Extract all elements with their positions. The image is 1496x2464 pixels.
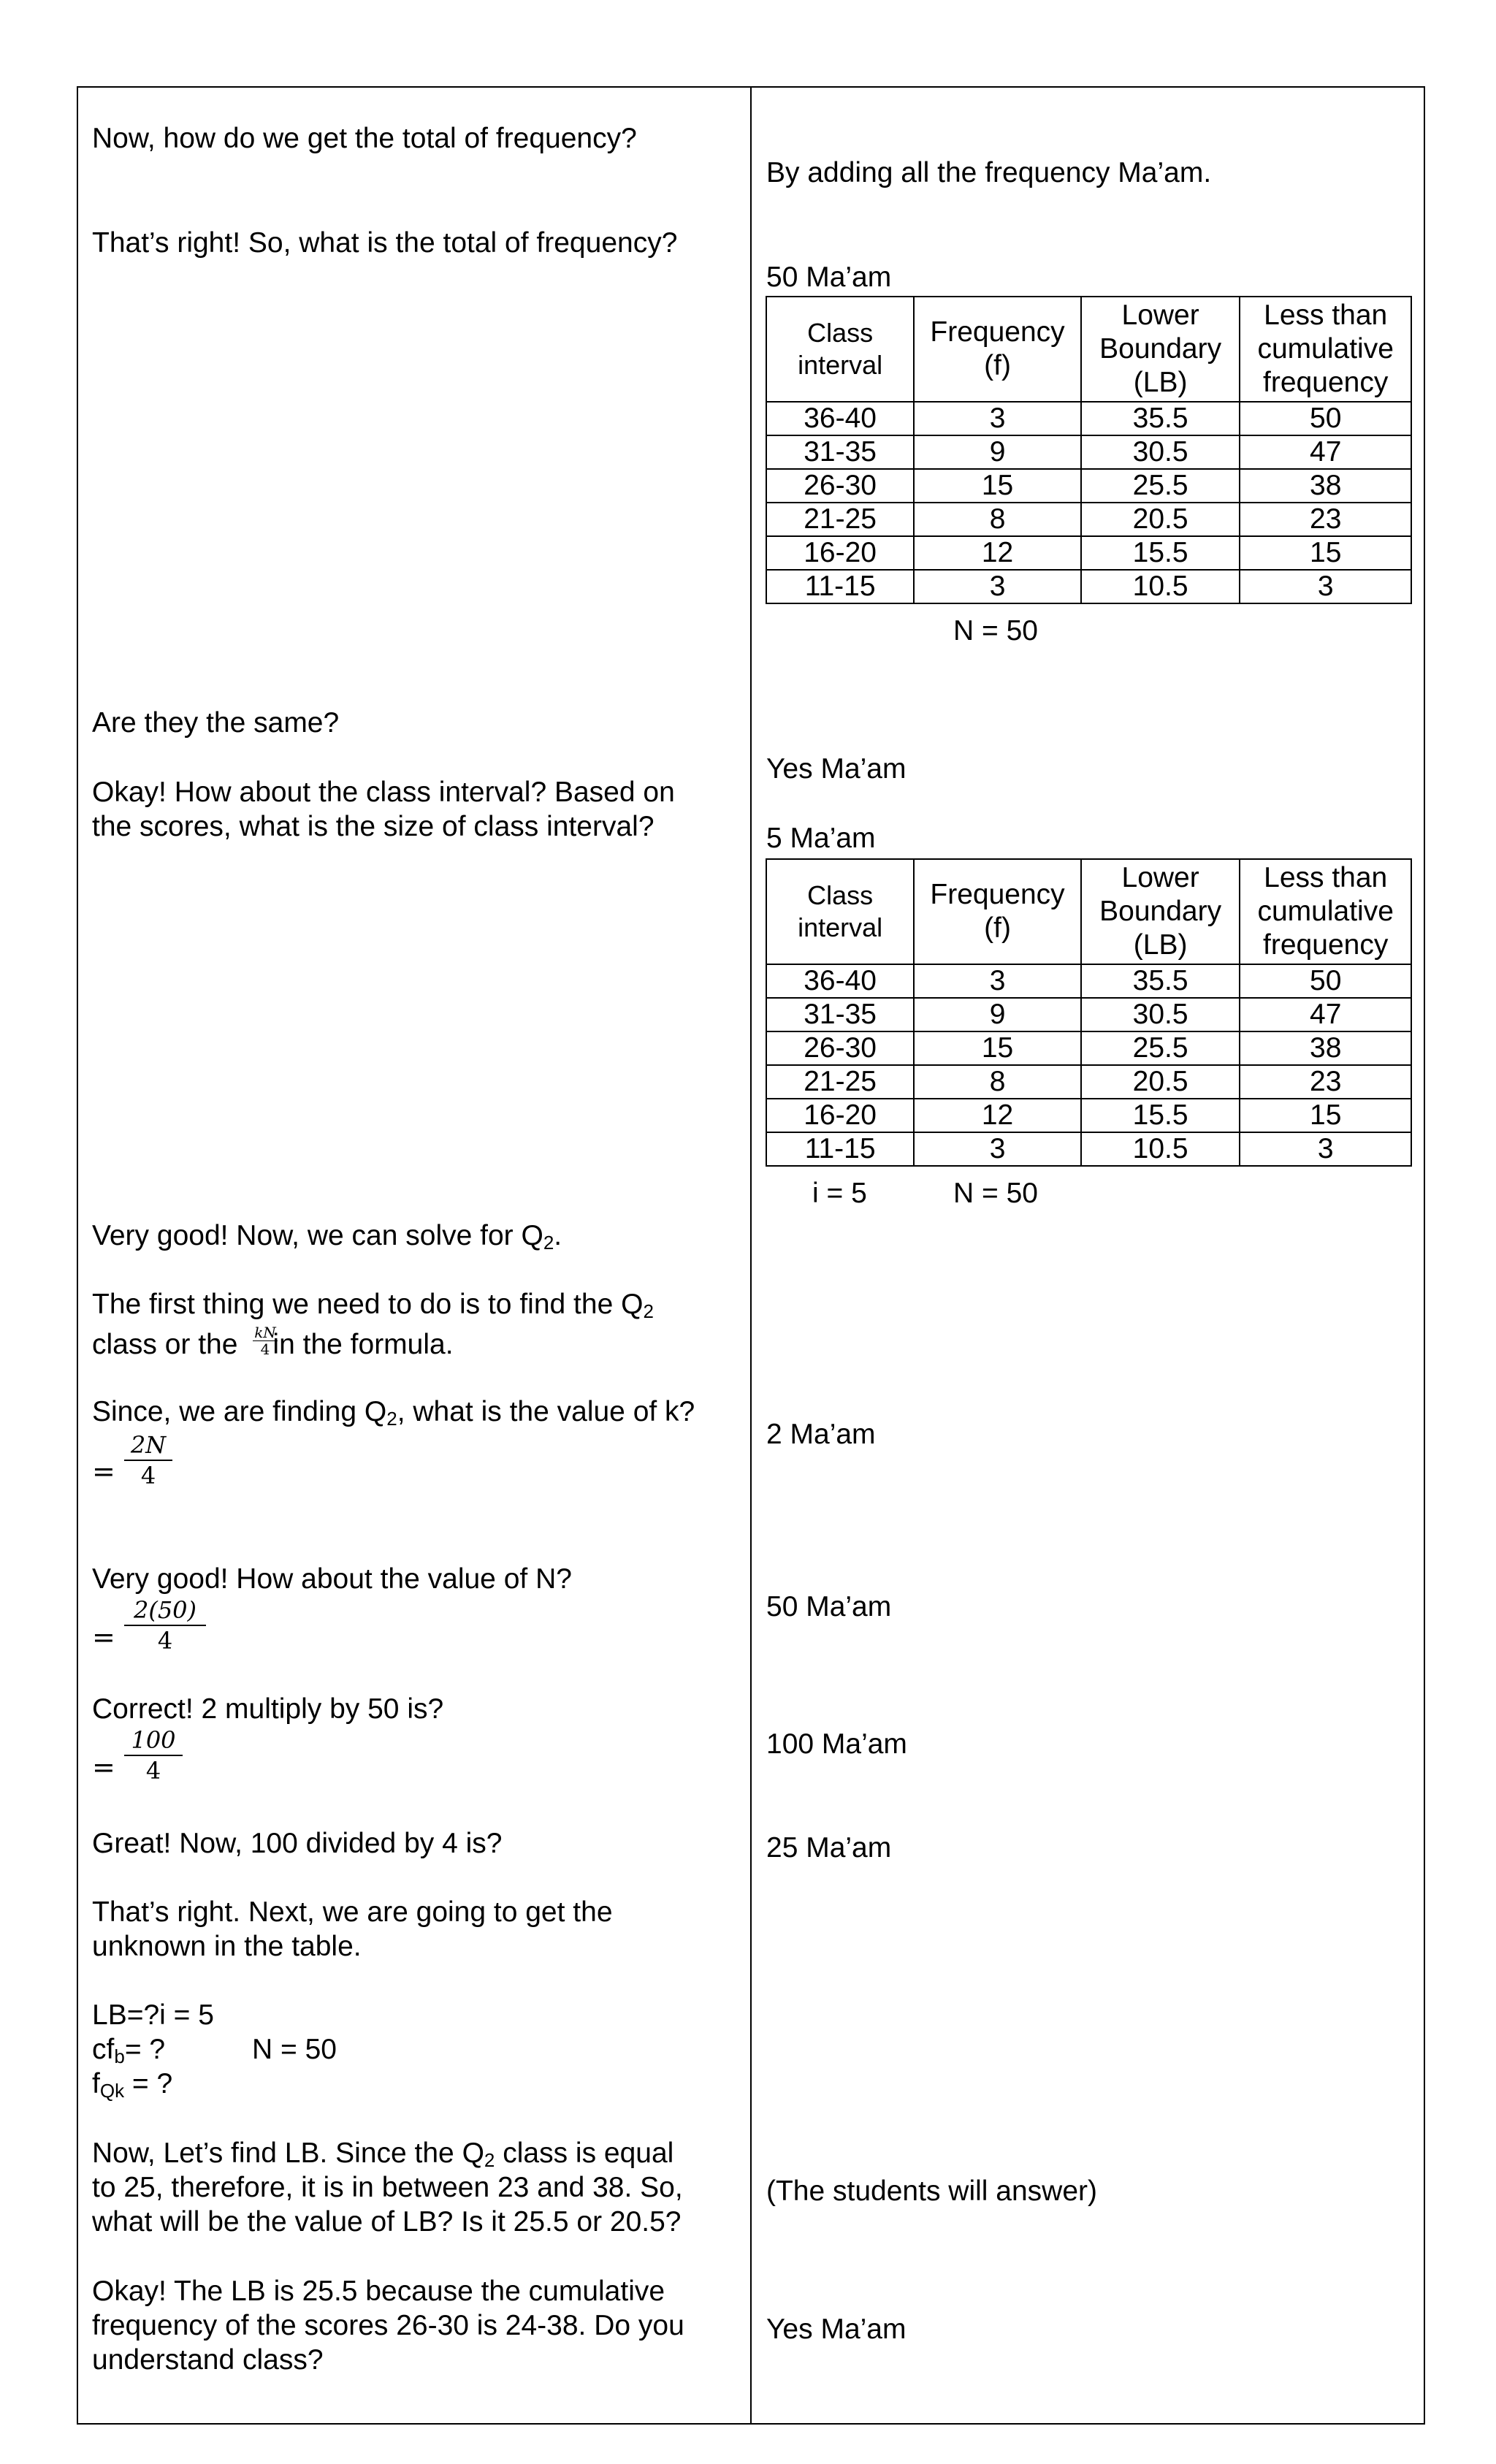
table-cell: 30.5 bbox=[1081, 998, 1240, 1031]
table-cell: 20.5 bbox=[1081, 503, 1240, 536]
table-row bbox=[766, 1132, 1411, 1166]
table-cell: 15.5 bbox=[1081, 1099, 1240, 1132]
table-cell: 3 bbox=[1240, 570, 1411, 603]
unknown-n: N = 50 bbox=[252, 2034, 337, 2065]
fraction-2n-over-4: 2N 4 bbox=[124, 1430, 172, 1490]
equals-sign: = bbox=[92, 1621, 115, 1653]
table-cell: 15 bbox=[914, 469, 1081, 503]
table-cell: 21-25 bbox=[766, 1065, 914, 1099]
table-cell: 36-40 bbox=[766, 964, 914, 998]
table-cell: 23 bbox=[1240, 503, 1411, 536]
table-cell: 35.5 bbox=[1081, 402, 1240, 435]
table-cell: 50 bbox=[1240, 402, 1411, 435]
table-cell: 21-25 bbox=[766, 503, 914, 536]
table-cell: 38 bbox=[1240, 469, 1411, 503]
teacher-find-q2-class-line2: class or the in the formula. bbox=[92, 1329, 454, 1360]
teacher-solve-q2: Very good! Now, we can solve for $Q_2$. bbox=[92, 1220, 562, 1254]
table-row bbox=[766, 435, 1411, 469]
table-cell: 12 bbox=[914, 1099, 1081, 1132]
header-cumulative-frequency: Less than cumulative frequency bbox=[1240, 859, 1411, 964]
frequency-table-2 bbox=[766, 858, 1412, 1167]
table-cell: 11-15 bbox=[766, 570, 914, 603]
table-cell: 3 bbox=[914, 402, 1081, 435]
table-row bbox=[766, 1099, 1411, 1132]
fraction-2-50-over-4: 2(50) 4 bbox=[124, 1595, 206, 1655]
student-answer-adding: By adding all the frequency Ma’am. bbox=[766, 157, 1212, 188]
table-cell: 15 bbox=[914, 1031, 1081, 1065]
table-cell: 15 bbox=[1240, 1099, 1411, 1132]
teacher-find-q2-class-line1: The first thing we need to do is to find the $Q_2$ bbox=[92, 1289, 654, 1322]
table-cell: 15 bbox=[1240, 536, 1411, 570]
teacher-find-lb-line1: Now, Let’s find LB. Since the $Q_2$ class is equal bbox=[92, 2137, 674, 2171]
student-answer-25: 25 Ma’am bbox=[766, 1832, 892, 1864]
teacher-question-interval-line2: the scores, what is the size of class interval? bbox=[92, 811, 654, 842]
table-cell: 3 bbox=[914, 1132, 1081, 1166]
student-answer-100: 100 Ma’am bbox=[766, 1728, 907, 1760]
table-row bbox=[766, 536, 1411, 570]
header-frequency: Frequency (f) bbox=[914, 859, 1081, 964]
table2-total-n: N = 50 bbox=[953, 1178, 1038, 1209]
teacher-lb-explain-line2: frequency of the scores 26-30 is 24-38. Do you bbox=[92, 2310, 684, 2341]
table-cell: 10.5 bbox=[1081, 570, 1240, 603]
table-row bbox=[766, 1031, 1411, 1065]
unknown-cfb: $cf_b=$ ? bbox=[92, 2034, 166, 2067]
table-cell: 9 bbox=[914, 998, 1081, 1031]
teacher-unknown-line2: unknown in the table. bbox=[92, 1931, 362, 1962]
table-cell: 26-30 bbox=[766, 1031, 914, 1065]
table-row bbox=[766, 998, 1411, 1031]
table-row bbox=[766, 503, 1411, 536]
teacher-value-of-k: Since, we are finding $Q_2$, what is the value of k? bbox=[92, 1396, 695, 1430]
student-answer-2: 2 Ma’am bbox=[766, 1419, 876, 1450]
table-cell: 16-20 bbox=[766, 1099, 914, 1132]
teacher-question-same: Are they the same? bbox=[92, 707, 340, 739]
column-divider bbox=[750, 86, 752, 2425]
table2-interval-i: i = 5 bbox=[812, 1178, 867, 1209]
table-cell: 31-35 bbox=[766, 435, 914, 469]
teacher-find-lb-line3: what will be the value of LB? Is it 25.5 or 20.5? bbox=[92, 2206, 682, 2238]
table-cell: 15.5 bbox=[1081, 536, 1240, 570]
table-cell: 26-30 bbox=[766, 469, 914, 503]
table-cell: 36-40 bbox=[766, 402, 914, 435]
table-cell: 16-20 bbox=[766, 536, 914, 570]
table-cell: 25.5 bbox=[1081, 469, 1240, 503]
teacher-lb-explain-line1: Okay! The LB is 25.5 because the cumulative bbox=[92, 2276, 665, 2307]
teacher-divide: Great! Now, 100 divided by 4 is? bbox=[92, 1828, 503, 1859]
table-cell: 8 bbox=[914, 1065, 1081, 1099]
teacher-find-lb-line2: to 25, therefore, it is in between 23 and 38. So, bbox=[92, 2172, 683, 2203]
table-header-row bbox=[766, 859, 1411, 964]
table-cell: 12 bbox=[914, 536, 1081, 570]
fraction-100-over-4: 100 4 bbox=[124, 1725, 183, 1785]
table-row bbox=[766, 570, 1411, 603]
header-class-interval: Class interval bbox=[766, 859, 914, 964]
table-header-row bbox=[766, 297, 1411, 402]
table-row bbox=[766, 964, 1411, 998]
teacher-question-interval-line1: Okay! How about the class interval? Based on bbox=[92, 777, 675, 808]
teacher-lb-explain-line3: understand class? bbox=[92, 2344, 324, 2376]
teacher-multiply: Correct! 2 multiply by 50 is? bbox=[92, 1693, 444, 1725]
table-cell: 25.5 bbox=[1081, 1031, 1240, 1065]
kn-over-4-fraction: kN 4 bbox=[253, 1324, 278, 1357]
table-cell: 30.5 bbox=[1081, 435, 1240, 469]
table-cell: 47 bbox=[1240, 998, 1411, 1031]
unknown-lb-i: LB=?i = 5 bbox=[92, 1999, 214, 2031]
teacher-unknown-line1: That’s right. Next, we are going to get the bbox=[92, 1896, 613, 1928]
header-cumulative-frequency: Less than cumulative frequency bbox=[1240, 297, 1411, 402]
table-cell: 47 bbox=[1240, 435, 1411, 469]
table1-total-n: N = 50 bbox=[953, 615, 1038, 646]
frequency-table-1 bbox=[766, 296, 1412, 604]
teacher-question-total-frequency: Now, how do we get the total of frequency? bbox=[92, 123, 637, 154]
student-answer-n-50: 50 Ma’am bbox=[766, 1591, 892, 1622]
header-lower-boundary: Lower Boundary (LB) bbox=[1081, 297, 1240, 402]
header-class-interval: Class interval bbox=[766, 297, 914, 402]
header-frequency: Frequency (f) bbox=[914, 297, 1081, 402]
student-answer-yes: Yes Ma’am bbox=[766, 753, 907, 785]
unknown-fqk: $f_{Qk}$ = ? bbox=[92, 2068, 173, 2102]
equals-sign: = bbox=[92, 1751, 115, 1783]
table-cell: 50 bbox=[1240, 964, 1411, 998]
table-cell: 3 bbox=[914, 964, 1081, 998]
table-cell: 10.5 bbox=[1081, 1132, 1240, 1166]
table-cell: 38 bbox=[1240, 1031, 1411, 1065]
table-cell: 31-35 bbox=[766, 998, 914, 1031]
table-cell: 20.5 bbox=[1081, 1065, 1240, 1099]
student-answer-50: 50 Ma’am bbox=[766, 262, 892, 293]
table-cell: 3 bbox=[914, 570, 1081, 603]
table-cell: 23 bbox=[1240, 1065, 1411, 1099]
teacher-value-of-n: Very good! How about the value of N? bbox=[92, 1563, 572, 1595]
table-row bbox=[766, 402, 1411, 435]
table-row bbox=[766, 469, 1411, 503]
student-answer-5: 5 Ma’am bbox=[766, 823, 876, 854]
table-cell: 8 bbox=[914, 503, 1081, 536]
table-cell: 35.5 bbox=[1081, 964, 1240, 998]
table-cell: 9 bbox=[914, 435, 1081, 469]
student-answer-yes-final: Yes Ma’am bbox=[766, 2314, 907, 2345]
teacher-question-total-value: That’s right! So, what is the total of frequency? bbox=[92, 227, 678, 259]
table-cell: 3 bbox=[1240, 1132, 1411, 1166]
table-row bbox=[766, 1065, 1411, 1099]
table-cell: 11-15 bbox=[766, 1132, 914, 1166]
header-lower-boundary: Lower Boundary (LB) bbox=[1081, 859, 1240, 964]
equals-sign: = bbox=[92, 1455, 115, 1487]
student-will-answer: (The students will answer) bbox=[766, 2175, 1097, 2207]
